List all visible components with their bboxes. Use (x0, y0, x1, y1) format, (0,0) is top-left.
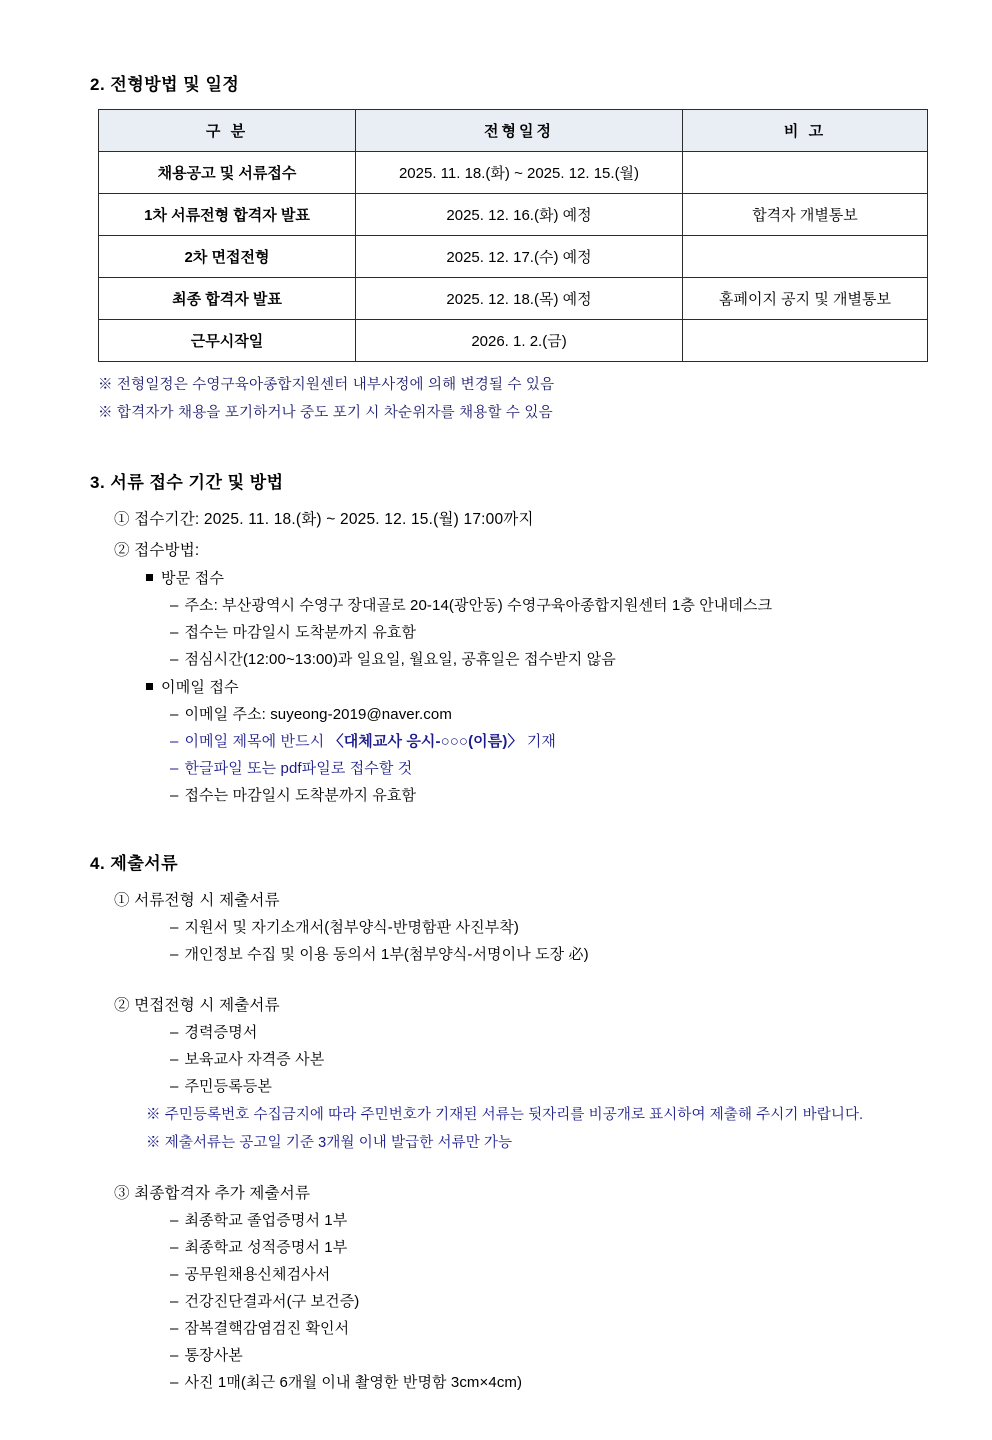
dash-bullet-icon: – (170, 919, 179, 936)
dash-bullet-icon: – (170, 1293, 179, 1310)
documents-final-line: – 잠복결핵감염검진 확인서 (170, 1320, 350, 1337)
cell-schedule: 2025. 12. 17.(수) 예정 (356, 236, 683, 278)
table-row (99, 152, 928, 194)
documents-interview-note: ※ 주민등록번호 수집금지에 따라 주민번호가 기재된 서류는 뒷자리를 비공개로 표시하여 제출해 주시기 바랍니다. (146, 1107, 864, 1123)
cell-schedule: 2026. 1. 2.(금) (356, 320, 683, 362)
email-deadline-line: – 접수는 마감일시 도착분까지 유효함 (170, 787, 417, 804)
visit-application-line: – 주소: 부산광역시 수영구 장대골로 20-14(광안동) 수영구육아종합지원센터 1층 안내데스크 (170, 597, 773, 614)
email-application-label: 이메일 접수 (146, 676, 902, 697)
cell-gubun: 2차 면접전형 (99, 236, 356, 278)
dash-bullet-icon: – (170, 1347, 179, 1364)
table-header-remarks: 비 고 (683, 110, 928, 152)
email-file-format-line: – 한글파일 또는 pdf파일로 접수할 것 (170, 760, 413, 777)
email-subject-format: 〈대체교사 응시-○○○(이름)〉 (328, 733, 523, 750)
documents-final-line: – 최종학교 성적증명서 1부 (170, 1239, 348, 1256)
cell-schedule: 2025. 11. 18.(화) ~ 2025. 12. 15.(월) (356, 152, 683, 194)
cell-gubun: 채용공고 및 서류접수 (99, 152, 356, 194)
table-row (99, 194, 928, 236)
dash-bullet-icon: – (170, 1239, 179, 1256)
dash-bullet-icon: – (170, 651, 179, 668)
cell-remarks (683, 320, 928, 362)
documents-final-line: – 건강진단결과서(구 보건증) (170, 1293, 360, 1310)
cell-gubun: 근무시작일 (99, 320, 356, 362)
documents-screening-line: – 지원서 및 자기소개서(첨부양식-반명함판 사진부착) (170, 919, 519, 936)
documents-interview-line: – 보육교사 자격증 사본 (170, 1051, 325, 1068)
documents-final-line: – 최종학교 졸업증명서 1부 (170, 1212, 348, 1229)
application-period-item: ① 접수기간: 2025. 11. 18.(화) ~ 2025. 12. 15.(월) 17:00까지 (114, 511, 534, 528)
dash-bullet-icon: – (170, 787, 179, 804)
cell-remarks (683, 152, 928, 194)
square-bullet-icon (146, 574, 153, 581)
dash-bullet-icon: – (170, 1212, 179, 1229)
table-row (99, 320, 928, 362)
section-selection-method (90, 70, 902, 422)
documents-final-line: – 공무원채용신체검사서 (170, 1266, 331, 1283)
dash-bullet-icon: – (170, 1078, 179, 1095)
documents-interview-line: – 경력증명서 (170, 1024, 258, 1041)
dash-bullet-icon: – (170, 1374, 179, 1391)
cell-gubun: 최종 합격자 발표 (99, 278, 356, 320)
documents-final-line: – 통장사본 (170, 1347, 243, 1364)
dash-bullet-icon: – (170, 760, 179, 777)
section-required-documents (90, 849, 902, 1392)
section-4-title: 4. 제출서류 (90, 854, 179, 873)
spacer (90, 1152, 902, 1172)
spacer (90, 964, 902, 984)
table-header-row (99, 110, 928, 152)
section-2-title: 2. 전형방법 및 일정 (90, 75, 240, 94)
visit-application-line: – 접수는 마감일시 도착분까지 유효함 (170, 624, 417, 641)
dash-bullet-icon: – (170, 597, 179, 614)
schedule-note-2: ※ 합격자가 채용을 포기하거나 중도 포기 시 차순위자를 채용할 수 있음 (98, 405, 553, 421)
cell-gubun: 1차 서류전형 합격자 발표 (99, 194, 356, 236)
dash-bullet-icon: – (170, 1320, 179, 1337)
visit-application-label: 방문 접수 (146, 567, 902, 588)
dash-bullet-icon: – (170, 624, 179, 641)
table-header-schedule: 전형일정 (356, 110, 683, 152)
section-application-period (90, 468, 902, 805)
dash-bullet-icon: – (170, 1266, 179, 1283)
section-3-title: 3. 서류 접수 기간 및 방법 (90, 473, 284, 492)
email-subject-line: – 이메일 제목에 반드시 〈대체교사 응시-○○○(이름)〉 기재 (170, 733, 557, 750)
documents-screening-line: – 개인정보 수집 및 이용 동의서 1부(첨부양식-서명이나 도장 必) (170, 946, 589, 963)
dash-bullet-icon: – (170, 733, 179, 750)
documents-final-line: – 사진 1매(최근 6개월 이내 촬영한 반명함 3cm×4cm) (170, 1374, 523, 1391)
dash-bullet-icon: – (170, 1024, 179, 1041)
cell-remarks: 합격자 개별통보 (683, 194, 928, 236)
email-address-line: – 이메일 주소: suyeong-2019@naver.com (170, 706, 452, 723)
table-header-gubun: 구 분 (99, 110, 356, 152)
documents-interview-line: – 주민등록등본 (170, 1078, 272, 1095)
visit-application-line: – 점심시간(12:00~13:00)과 일요일, 월요일, 공휴일은 접수받지 않음 (170, 651, 616, 668)
documents-screening-label: ① 서류전형 시 제출서류 (114, 892, 280, 909)
cell-schedule: 2025. 12. 16.(화) 예정 (356, 194, 683, 236)
cell-schedule: 2025. 12. 18.(목) 예정 (356, 278, 683, 320)
documents-final-label: ③ 최종합격자 추가 제출서류 (114, 1185, 311, 1202)
table-row (99, 278, 928, 320)
dash-bullet-icon: – (170, 706, 179, 723)
cell-remarks (683, 236, 928, 278)
application-method-item: ② 접수방법: (114, 542, 200, 559)
dash-bullet-icon: – (170, 1051, 179, 1068)
schedule-table (98, 109, 928, 362)
schedule-note-1: ※ 전형일정은 수영구육아종합지원센터 내부사정에 의해 변경될 수 있음 (98, 377, 555, 393)
dash-bullet-icon: – (170, 946, 179, 963)
square-bullet-icon (146, 683, 153, 690)
cell-remarks: 홈페이지 공지 및 개별통보 (683, 278, 928, 320)
documents-interview-note: ※ 제출서류는 공고일 기준 3개월 이내 발급한 서류만 가능 (146, 1135, 513, 1151)
table-row (99, 236, 928, 278)
documents-interview-label: ② 면접전형 시 제출서류 (114, 997, 280, 1014)
